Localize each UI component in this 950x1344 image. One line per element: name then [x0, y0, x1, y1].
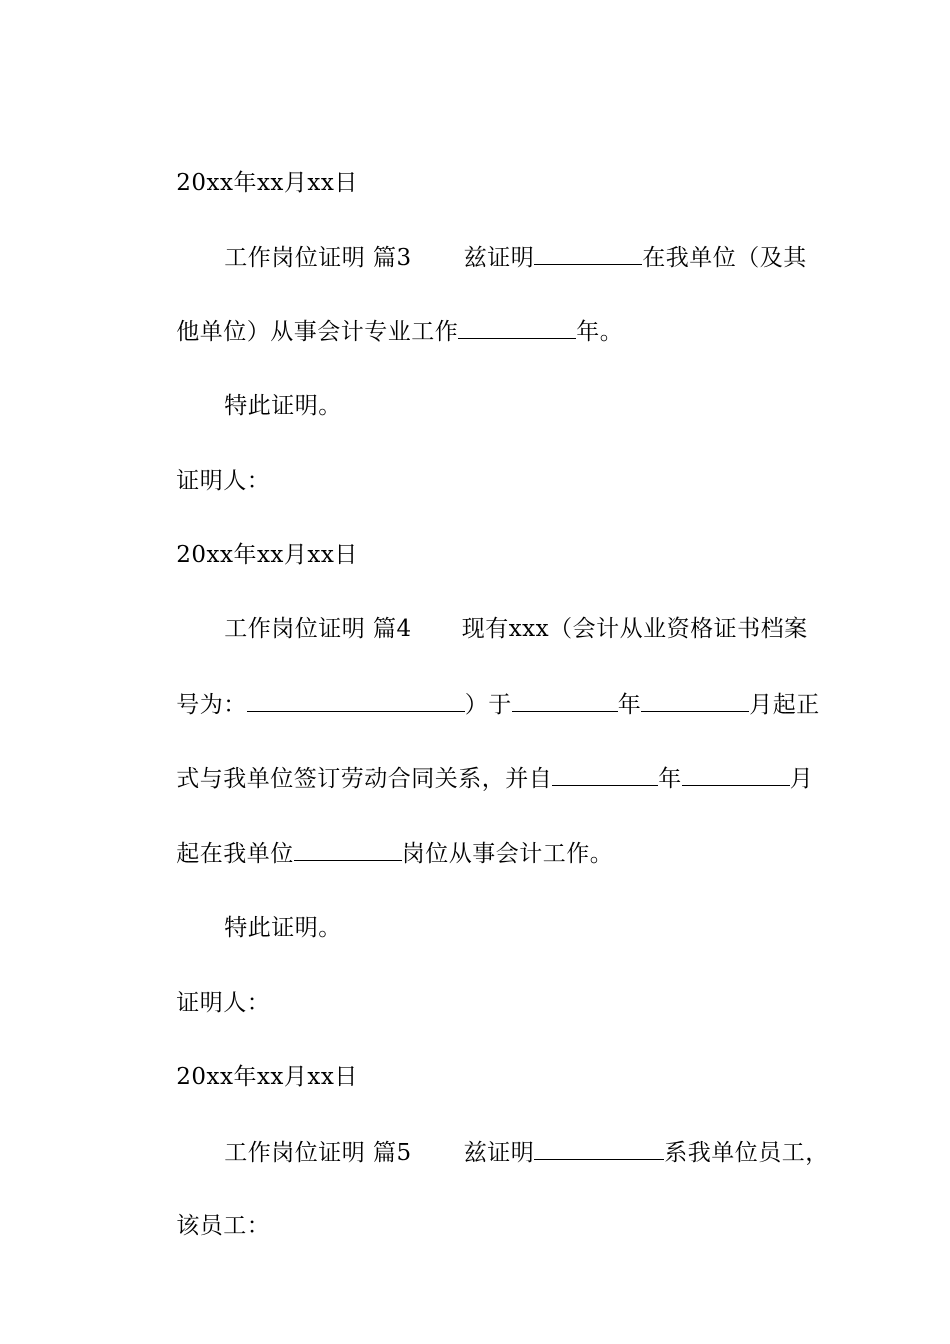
- date-text: 20xx年xx月xx日: [176, 170, 358, 196]
- month-blank: [682, 763, 790, 786]
- year-text: 年: [617, 692, 642, 718]
- witness-label: 证明人：: [176, 990, 271, 1016]
- section-3-title: 工作岗位证明 篇3: [224, 245, 412, 271]
- position-blank: [294, 838, 402, 861]
- year-text: 年: [658, 766, 682, 792]
- years-blank: [458, 316, 576, 339]
- section-5-body-line: [145, 1181, 270, 1271]
- name-blank: [534, 242, 642, 265]
- section-5-title: 工作岗位证明 篇5: [224, 1140, 412, 1166]
- since-text: ）于: [464, 692, 512, 718]
- number-label: 号为：: [176, 692, 247, 718]
- month-start-text: 月起正: [749, 692, 820, 718]
- section-4-title: 工作岗位证明 篇4: [224, 616, 412, 642]
- in-unit-text: 起在我单位: [176, 841, 294, 867]
- section-4-intro-text: 现有xxx（会计从业资格证书档案: [461, 616, 808, 642]
- certify-text: 兹证明: [463, 1140, 535, 1166]
- section-5-heading-line: [193, 1107, 829, 1198]
- month-blank: [641, 689, 749, 712]
- date-text: 20xx年xx月xx日: [176, 1064, 358, 1090]
- work-unit-text: 在我单位（及其: [642, 245, 807, 271]
- year-suffix: 年。: [576, 319, 624, 345]
- year-blank: [552, 763, 658, 786]
- employee-text: 系我单位员工，: [664, 1140, 829, 1166]
- hereby-certify-text: 特此证明。: [224, 915, 342, 941]
- date-text: 20xx年xx月xx日: [176, 542, 358, 568]
- certificate-number-blank: [247, 689, 465, 712]
- contract-text: 式与我单位签订劳动合同关系，并自: [176, 766, 553, 792]
- employee-label: 该员工：: [176, 1213, 271, 1239]
- certify-text: 兹证明: [463, 245, 535, 271]
- position-work-text: 岗位从事会计工作。: [401, 841, 614, 867]
- accounting-work-text: 他单位）从事会计专业工作: [176, 319, 459, 345]
- employee-name-blank: [534, 1137, 664, 1160]
- witness-label: 证明人：: [176, 468, 271, 494]
- year-blank: [512, 689, 618, 712]
- month-text: 月: [789, 766, 814, 792]
- hereby-certify-text: 特此证明。: [224, 393, 342, 419]
